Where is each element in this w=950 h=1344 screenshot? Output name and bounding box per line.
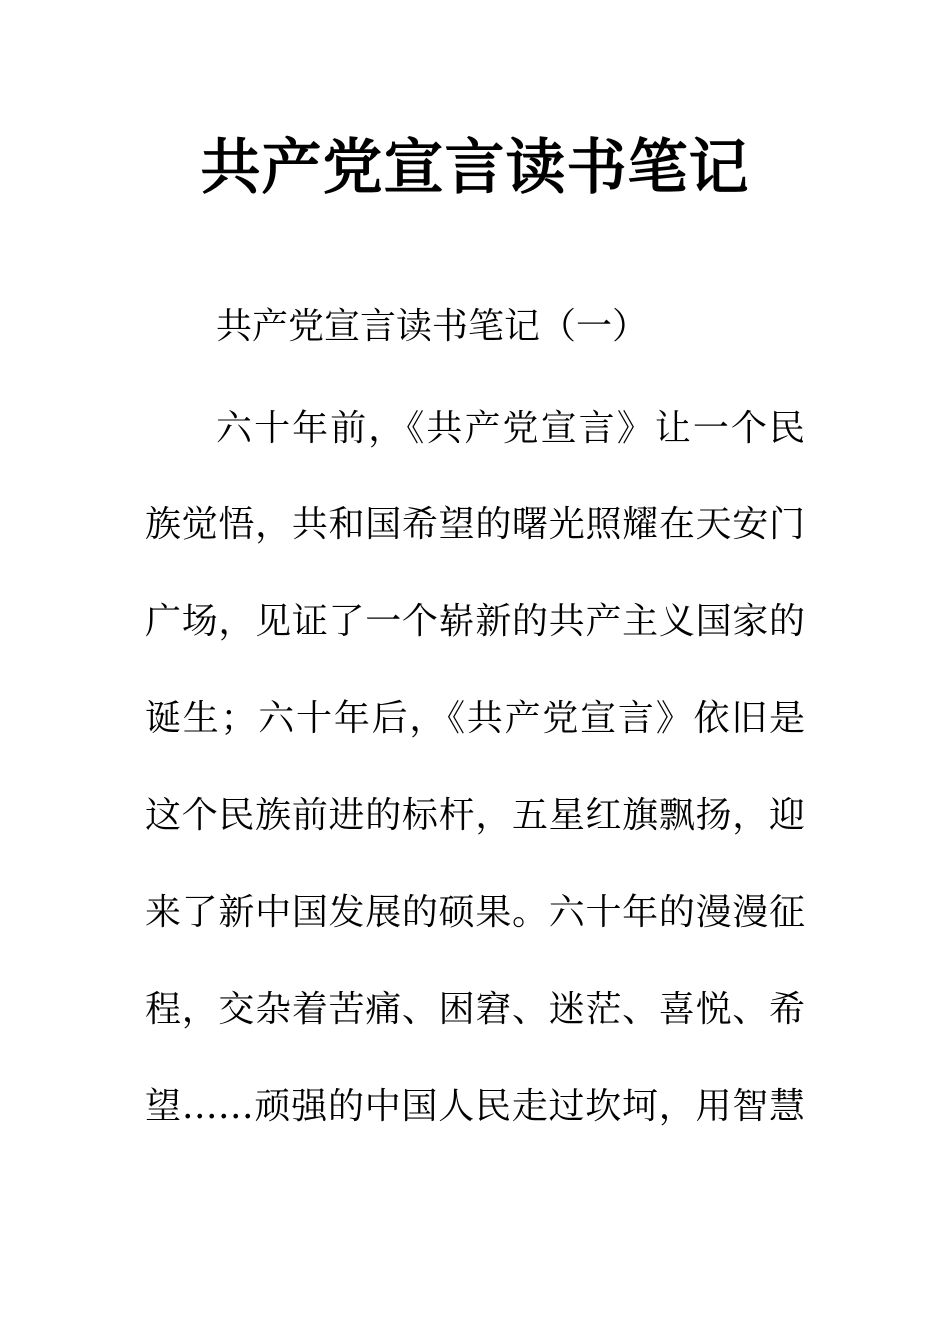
paragraph-line: 六十年前，《共产党宣言》让一个民 (216, 408, 805, 449)
paragraph-line: 族觉悟，共和国希望的曙光照耀在天安门 (145, 504, 805, 545)
paragraph-line: 诞生；六十年后，《共产党宣言》依旧是 (145, 698, 805, 739)
paragraph-line: 这个民族前进的标杆，五星红旗飘扬，迎 (145, 795, 805, 836)
paragraph-line: 广场，见证了一个崭新的共产主义国家的 (145, 601, 805, 642)
paragraph-line: 来了新中国发展的硕果。六十年的漫漫征 (145, 892, 805, 933)
paragraph-line: 程，交杂着苦痛、困窘、迷茫、喜悦、希 (145, 989, 805, 1030)
paragraph-line: 望……顽强的中国人民走过坎坷，用智慧 (145, 1086, 805, 1127)
document-title: 共产党宣言读书笔记 (200, 133, 750, 203)
section-heading: 共产党宣言读书笔记（一） (216, 306, 649, 347)
